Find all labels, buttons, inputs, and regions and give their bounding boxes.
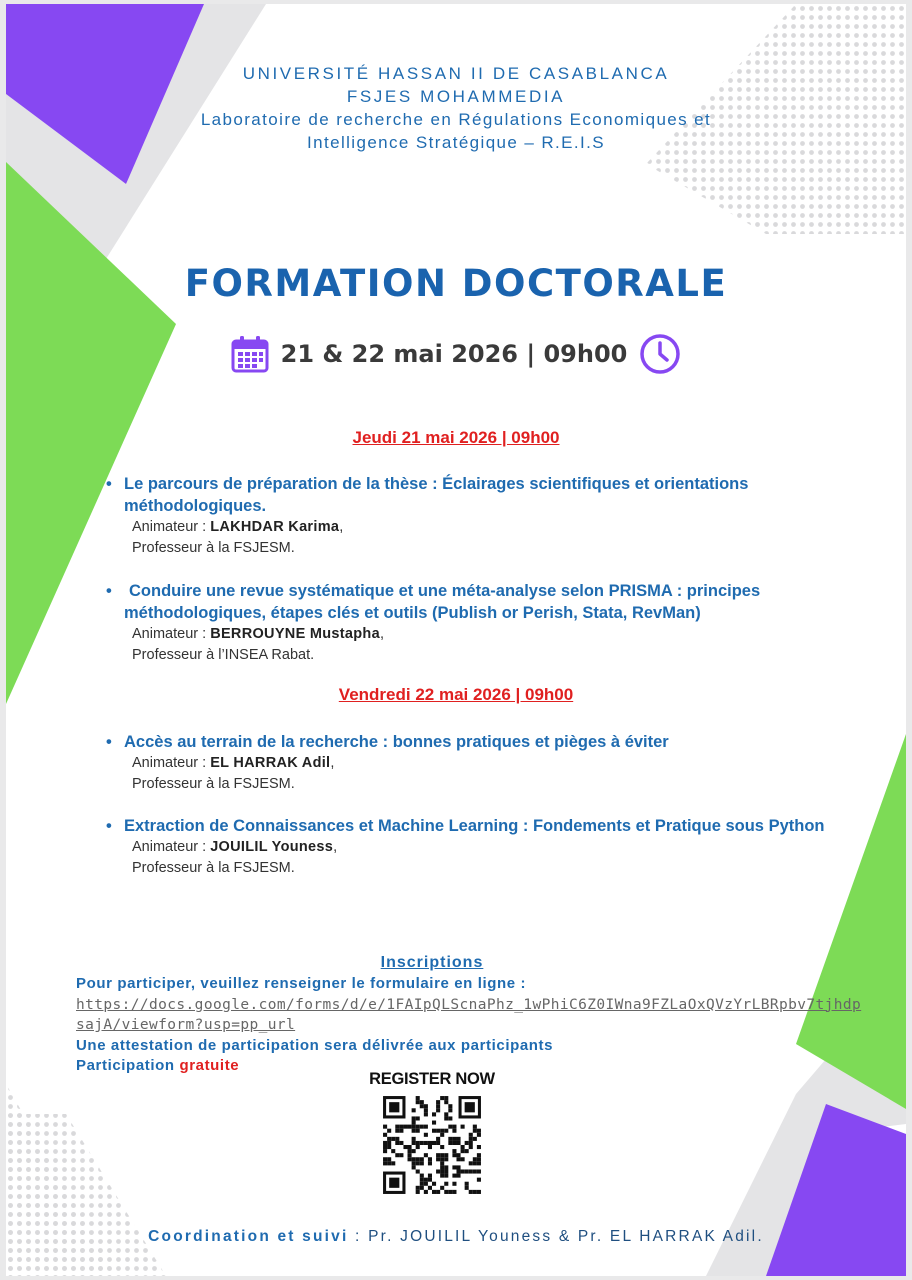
qr-module	[477, 1153, 481, 1157]
qr-module	[424, 1104, 428, 1108]
qr-module	[420, 1157, 424, 1161]
qr-module	[452, 1153, 456, 1157]
qr-module	[412, 1165, 416, 1169]
qr-module	[420, 1125, 424, 1129]
qr-module	[444, 1182, 448, 1186]
qr-module	[391, 1161, 395, 1165]
flyer-page	[6, 4, 906, 1276]
qr-module	[387, 1137, 391, 1141]
qr-module	[436, 1129, 440, 1133]
qr-module	[469, 1169, 473, 1173]
qr-module	[428, 1178, 432, 1182]
qr-module	[412, 1125, 416, 1129]
qr-module	[387, 1161, 391, 1165]
dotted-pattern-bottom-left-2	[6, 1114, 166, 1276]
qr-module	[440, 1165, 444, 1169]
qr-module	[444, 1096, 448, 1100]
qr-module	[428, 1174, 432, 1178]
qr-module	[448, 1116, 452, 1120]
coordination-separator: :	[355, 1228, 362, 1245]
animateur-name: JOUILIL Youness	[210, 839, 334, 855]
qr-module	[456, 1137, 460, 1141]
qr-module	[428, 1145, 432, 1149]
qr-module	[412, 1121, 416, 1125]
qr-module	[412, 1108, 416, 1112]
qr-module	[440, 1157, 444, 1161]
qr-module	[436, 1104, 440, 1108]
qr-module	[412, 1149, 416, 1153]
qr-module	[387, 1145, 391, 1149]
qr-module	[452, 1165, 456, 1169]
session-title: Extraction de Connaissances et Machine Learning : Fondements et Pratique sous Python	[124, 817, 825, 835]
session-item: • Le parcours de préparation de la thèse : Éclairages scientifiques et orientations méthodologiques. Animateur : LAKHDAR Karima, Professeur à la FSJESM.	[106, 473, 866, 559]
session-item: • Conduire une revue systématique et une méta-analyse selon PRISMA : principes méthodologiques, étapes clés et outils (Publish or Perish, Stata, RevMan) Animateur : BERROUYNE Mustapha, Professeur à l’INSEA Rabat.	[106, 580, 866, 666]
qr-module	[469, 1190, 473, 1194]
qr-module	[452, 1137, 456, 1141]
qr-module	[473, 1157, 477, 1161]
qr-module	[395, 1153, 399, 1157]
qr-module	[428, 1186, 432, 1190]
qr-module	[416, 1096, 420, 1100]
qr-module	[432, 1121, 436, 1125]
qr-module	[440, 1133, 444, 1137]
qr-module	[477, 1133, 481, 1137]
animateur-label: Animateur :	[132, 755, 207, 771]
animateur-affiliation: Professeur à la FSJESM.	[132, 860, 295, 876]
registration-instruction: Pour participer, veuillez renseigner le formulaire en ligne :	[76, 975, 527, 992]
session-title: Accès au terrain de la recherche : bonnes pratiques et pièges à éviter	[124, 733, 669, 751]
qr-module	[387, 1157, 391, 1161]
qr-module	[465, 1182, 469, 1186]
qr-module	[420, 1141, 424, 1145]
qr-module	[412, 1157, 416, 1161]
qr-module	[436, 1137, 440, 1141]
qr-module	[452, 1190, 456, 1194]
qr-module	[412, 1161, 416, 1165]
qr-module	[444, 1190, 448, 1194]
session-item: • Extraction de Connaissances et Machine Learning : Fondements et Pratique sous Python Animateur : JOUILIL Youness, Professeur à la FSJESM.	[106, 815, 866, 879]
coordination-names: Pr. JOUILIL Youness & Pr. EL HARRAK Adil.	[368, 1228, 764, 1245]
animateur-affiliation: Professeur à l’INSEA Rabat.	[132, 647, 315, 663]
qr-module	[461, 1145, 465, 1149]
qr-module	[436, 1157, 440, 1161]
animateur-name: BERROUYNE Mustapha	[210, 626, 380, 642]
lab-name-line2: Intelligence Stratégique – R.E.I.S	[306, 133, 606, 152]
qr-module	[391, 1137, 395, 1141]
qr-module	[461, 1125, 465, 1129]
qr-module	[432, 1141, 436, 1145]
qr-module	[403, 1145, 407, 1149]
qr-module	[436, 1153, 440, 1157]
qr-module	[428, 1141, 432, 1145]
qr-module	[461, 1169, 465, 1173]
institution-header	[6, 62, 906, 154]
qr-module	[473, 1190, 477, 1194]
qr-module	[424, 1112, 428, 1116]
qr-module	[436, 1100, 440, 1104]
qr-module	[420, 1186, 424, 1190]
qr-module	[420, 1104, 424, 1108]
qr-module	[387, 1129, 391, 1133]
qr-module	[383, 1133, 387, 1137]
page-title: FORMATION DOCTORALE	[184, 262, 728, 305]
university-name: UNIVERSITÉ HASSAN II DE CASABLANCA	[242, 64, 670, 83]
qr-module	[383, 1161, 387, 1165]
qr-module	[440, 1129, 444, 1133]
qr-module	[436, 1141, 440, 1145]
qr-module	[444, 1112, 448, 1116]
qr-module	[452, 1182, 456, 1186]
qr-module	[428, 1161, 432, 1165]
qr-module	[452, 1141, 456, 1145]
qr-module	[416, 1190, 420, 1194]
qr-module	[395, 1141, 399, 1145]
qr-module	[412, 1116, 416, 1120]
qr-module	[395, 1125, 399, 1129]
qr-module	[395, 1137, 399, 1141]
event-dates: 21 & 22 mai 2026 | 09h00	[280, 340, 628, 368]
qr-module	[465, 1186, 469, 1190]
qr-module	[399, 1129, 403, 1133]
qr-module	[469, 1137, 473, 1141]
date-row	[6, 334, 906, 374]
qr-module	[383, 1157, 387, 1161]
qr-module	[424, 1178, 428, 1182]
qr-module	[416, 1161, 420, 1165]
qr-module	[452, 1174, 456, 1178]
qr-module	[416, 1100, 420, 1104]
qr-module	[436, 1169, 440, 1173]
qr-module	[473, 1129, 477, 1133]
qr-module	[469, 1141, 473, 1145]
qr-module	[456, 1174, 460, 1178]
session-item: • Accès au terrain de la recherche : bonnes pratiques et pièges à éviter Animateur : EL HARRAK Adil, Professeur à la FSJESM.	[106, 731, 866, 795]
qr-module	[477, 1145, 481, 1149]
qr-module	[456, 1153, 460, 1157]
qr-module	[424, 1190, 428, 1194]
qr-module	[412, 1137, 416, 1141]
qr-module	[428, 1157, 432, 1161]
registration-block	[76, 974, 866, 1077]
qr-module	[456, 1165, 460, 1169]
qr-module	[461, 1157, 465, 1161]
qr-module	[383, 1141, 387, 1145]
qr-module	[452, 1149, 456, 1153]
qr-module	[408, 1125, 412, 1129]
qr-module	[416, 1141, 420, 1145]
qr-module	[448, 1125, 452, 1129]
qr-module	[424, 1182, 428, 1186]
qr-module	[473, 1125, 477, 1129]
lab-name-line1: Laboratoire de recherche en Régulations Economiques et	[200, 110, 712, 129]
qr-module	[408, 1157, 412, 1161]
qr-module	[456, 1169, 460, 1173]
qr-module	[473, 1137, 477, 1141]
qr-module	[420, 1174, 424, 1178]
bullet-icon: •	[106, 733, 112, 751]
qr-module	[465, 1141, 469, 1145]
qr-module	[444, 1157, 448, 1161]
qr-module	[412, 1129, 416, 1133]
day-heading-friday: Vendredi 22 mai 2026 | 09h00	[338, 685, 574, 704]
qr-module	[383, 1145, 387, 1149]
bullet-icon: •	[106, 817, 112, 835]
qr-module	[432, 1112, 436, 1116]
register-now-label: REGISTER NOW	[369, 1070, 495, 1088]
qr-module	[387, 1141, 391, 1145]
qr-module	[416, 1145, 420, 1149]
qr-module	[416, 1116, 420, 1120]
qr-module	[420, 1182, 424, 1186]
qr-module	[477, 1178, 481, 1182]
qr-module	[456, 1141, 460, 1145]
qr-module	[477, 1129, 481, 1133]
qr-module	[399, 1153, 403, 1157]
qr-module	[420, 1161, 424, 1165]
qr-module	[383, 1125, 387, 1129]
animateur-name: LAKHDAR Karima	[210, 519, 340, 535]
qr-module	[440, 1186, 444, 1190]
clock-icon	[639, 333, 681, 375]
qr-module	[444, 1169, 448, 1173]
calendar-icon	[231, 335, 269, 373]
qr-module	[469, 1145, 473, 1149]
qr-module	[436, 1190, 440, 1194]
qr-module	[477, 1169, 481, 1173]
qr-module	[416, 1169, 420, 1173]
qr-module	[395, 1129, 399, 1133]
day-heading-thursday: Jeudi 21 mai 2026 | 09h00	[352, 428, 560, 447]
qr-module	[444, 1153, 448, 1157]
qr-module	[461, 1149, 465, 1153]
qr-module	[448, 1104, 452, 1108]
qr-module	[477, 1190, 481, 1194]
qr-module	[473, 1169, 477, 1173]
qr-module	[408, 1149, 412, 1153]
qr-module	[416, 1186, 420, 1190]
qr-module	[448, 1108, 452, 1112]
animateur-label: Animateur :	[132, 839, 207, 855]
qr-module	[452, 1129, 456, 1133]
qr-module	[440, 1174, 444, 1178]
qr-module	[440, 1145, 444, 1149]
bullet-icon: •	[106, 475, 112, 493]
qr-module	[412, 1141, 416, 1145]
inscriptions-heading: Inscriptions	[380, 954, 484, 971]
qr-module	[477, 1161, 481, 1165]
qr-module	[432, 1129, 436, 1133]
qr-module	[440, 1161, 444, 1165]
animateur-name: EL HARRAK Adil	[210, 755, 331, 771]
qr-module	[399, 1125, 403, 1129]
qr-module	[452, 1125, 456, 1129]
coordination-label: Coordination et suivi	[148, 1228, 349, 1245]
qr-module	[444, 1116, 448, 1120]
session-title: Conduire une revue systématique et une méta-analyse selon PRISMA : principes méthodologiques, étapes clés et outils (Publish or Perish, Stata, RevMan)	[124, 582, 761, 622]
participation-label: Participation	[76, 1057, 175, 1074]
qr-module	[477, 1157, 481, 1161]
qr-module	[444, 1100, 448, 1104]
animateur-affiliation: Professeur à la FSJESM.	[132, 776, 295, 792]
qr-module	[465, 1149, 469, 1153]
qr-code[interactable]	[381, 1094, 483, 1196]
qr-module	[424, 1153, 428, 1157]
qr-module	[424, 1125, 428, 1129]
qr-module	[383, 1149, 387, 1153]
attestation-note: Une attestation de participation sera délivrée aux participants	[76, 1036, 554, 1054]
qr-module	[473, 1161, 477, 1165]
session-title: Le parcours de préparation de la thèse : Éclairages scientifiques et orientations méthodologiques.	[124, 475, 749, 515]
qr-module	[440, 1169, 444, 1173]
participation-free: gratuite	[179, 1057, 240, 1074]
qr-module	[420, 1178, 424, 1182]
qr-module	[420, 1100, 424, 1104]
qr-module	[440, 1153, 444, 1157]
qr-module	[403, 1125, 407, 1129]
qr-module	[456, 1157, 460, 1161]
bullet-icon: •	[106, 582, 112, 600]
qr-module	[432, 1182, 436, 1186]
qr-module	[448, 1190, 452, 1194]
qr-module	[408, 1153, 412, 1157]
registration-form-link[interactable]: https://docs.google.com/forms/d/e/1FAIpQLScnaPhz_1wPhiC6Z0IWna9FZLaOxQVzYrLBRpbv7tjhdpsajA/viewform?usp=pp_url	[76, 996, 862, 1033]
qr-module	[416, 1157, 420, 1161]
qr-module	[436, 1108, 440, 1112]
qr-module	[444, 1165, 448, 1169]
qr-module	[448, 1141, 452, 1145]
qr-module	[416, 1129, 420, 1133]
qr-module	[440, 1096, 444, 1100]
animateur-label: Animateur :	[132, 519, 207, 535]
qr-module	[408, 1145, 412, 1149]
qr-module	[424, 1108, 428, 1112]
faculty-name: FSJES MOHAMMEDIA	[346, 87, 566, 106]
qr-module	[444, 1174, 448, 1178]
qr-module	[448, 1137, 452, 1141]
qr-module	[444, 1129, 448, 1133]
qr-module	[465, 1169, 469, 1173]
animateur-affiliation: Professeur à la FSJESM.	[132, 540, 295, 556]
coordination-footer	[6, 1228, 906, 1246]
qr-module	[416, 1125, 420, 1129]
qr-module	[469, 1161, 473, 1165]
qr-module	[432, 1190, 436, 1194]
qr-module	[469, 1133, 473, 1137]
qr-module	[391, 1149, 395, 1153]
qr-module	[424, 1133, 428, 1137]
animateur-label: Animateur :	[132, 626, 207, 642]
qr-module	[424, 1141, 428, 1145]
qr-module	[399, 1141, 403, 1145]
